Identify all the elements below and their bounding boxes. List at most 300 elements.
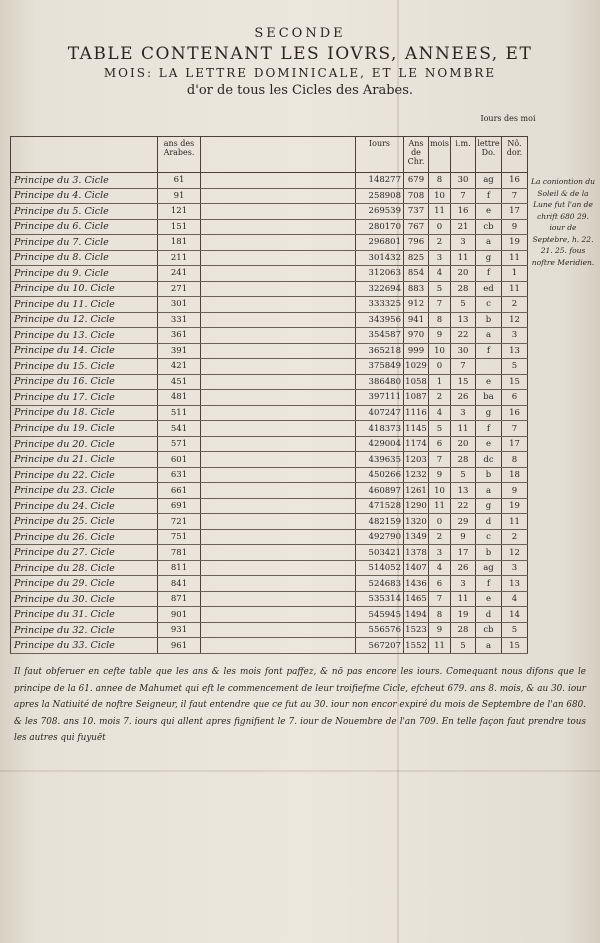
cell-nombre-dor: 11 <box>502 281 528 297</box>
table-header-row <box>11 137 528 173</box>
cell-mois: 4 <box>429 560 451 576</box>
cell-gap <box>201 297 356 313</box>
cell-gap <box>201 312 356 328</box>
cell-ans-chr: 1174 <box>404 436 429 452</box>
row-label: Principe du 14. Cicle <box>11 343 158 359</box>
cell-iours: 365218 <box>356 343 404 359</box>
cell-nombre-dor: 19 <box>502 235 528 251</box>
paper-fold-horizontal <box>0 770 600 772</box>
row-label: Principe du 22. Cicle <box>11 467 158 483</box>
cell-ans-arabes: 121 <box>158 204 201 220</box>
cell-ans-chr: 1232 <box>404 467 429 483</box>
cell-jm: 13 <box>451 483 476 499</box>
cell-nombre-dor: 5 <box>502 622 528 638</box>
cell-ans-chr: 941 <box>404 312 429 328</box>
cell-lettre: ag <box>476 173 502 189</box>
cell-ans-chr: 1290 <box>404 498 429 514</box>
cell-jm: 3 <box>451 235 476 251</box>
cell-ans-arabes: 301 <box>158 297 201 313</box>
cell-ans-arabes: 901 <box>158 607 201 623</box>
cell-ans-chr: 1552 <box>404 638 429 654</box>
cell-iours: 567207 <box>356 638 404 654</box>
cell-mois: 7 <box>429 591 451 607</box>
cell-ans-arabes: 571 <box>158 436 201 452</box>
row-label: Principe du 6. Cicle <box>11 219 158 235</box>
cell-ans-arabes: 271 <box>158 281 201 297</box>
cell-lettre: f <box>476 188 502 204</box>
cell-ans-chr: 796 <box>404 235 429 251</box>
cell-lettre: g <box>476 498 502 514</box>
cell-nombre-dor: 18 <box>502 467 528 483</box>
cell-lettre: d <box>476 607 502 623</box>
explanatory-paragraph: Il faut obferuer en cefte table que les ans & les mois font paffez, & nō pas encore les iours. Comequant nous difons que le principe de la 61. annee de Mahumet qui eft le commencement de leur troifiefme Cicle, efcheut 679. ans 8. mois, & au 30. iour apres la Natiuité de noftre Seigneur, il faut entendre que ce fut au 30. iour non encor expiré du mois de Septembre de l'an 680. & les 708. ans 10. mois 7. iours qui allent apres fignifient le 7. iour de Nouembre de l'an 709. En telle façon faut prendre tous les autres qui fuyuēt <box>14 667 586 743</box>
cell-iours: 471528 <box>356 498 404 514</box>
cell-nombre-dor: 13 <box>502 576 528 592</box>
row-label: Principe du 12. Cicle <box>11 312 158 328</box>
row-label: Principe du 17. Cicle <box>11 390 158 406</box>
cell-jm: 9 <box>451 529 476 545</box>
cell-ans-chr: 1261 <box>404 483 429 499</box>
cell-ans-arabes: 241 <box>158 266 201 282</box>
header-iours: Iours <box>356 137 404 173</box>
table-row <box>11 467 528 483</box>
cell-nombre-dor: 2 <box>502 529 528 545</box>
cell-ans-chr: 1494 <box>404 607 429 623</box>
header-ans-de-chr: Ans de Chr. <box>404 137 429 173</box>
cell-nombre-dor: 17 <box>502 204 528 220</box>
cell-lettre: b <box>476 467 502 483</box>
row-label: Principe du 4. Cicle <box>11 188 158 204</box>
cell-ans-chr: 1058 <box>404 374 429 390</box>
cell-mois: 1 <box>429 374 451 390</box>
cell-gap <box>201 638 356 654</box>
cell-iours: 354587 <box>356 328 404 344</box>
cell-gap <box>201 359 356 375</box>
table-row <box>11 374 528 390</box>
cell-ans-arabes: 871 <box>158 591 201 607</box>
table-row <box>11 560 528 576</box>
cell-iours: 375849 <box>356 359 404 375</box>
cell-iours: 301432 <box>356 250 404 266</box>
cell-ans-arabes: 541 <box>158 421 201 437</box>
cell-nombre-dor: 12 <box>502 312 528 328</box>
cell-nombre-dor: 15 <box>502 374 528 390</box>
cell-jm: 3 <box>451 405 476 421</box>
cell-jm: 19 <box>451 607 476 623</box>
table-row <box>11 591 528 607</box>
cell-ans-chr: 854 <box>404 266 429 282</box>
cell-lettre: a <box>476 328 502 344</box>
cell-gap <box>201 250 356 266</box>
cell-ans-chr: 999 <box>404 343 429 359</box>
row-label: Principe du 10. Cicle <box>11 281 158 297</box>
cell-gap <box>201 498 356 514</box>
cell-ans-arabes: 631 <box>158 467 201 483</box>
table-row <box>11 622 528 638</box>
cell-ans-chr: 1378 <box>404 545 429 561</box>
cell-iours: 148277 <box>356 173 404 189</box>
row-label: Principe du 5. Cicle <box>11 204 158 220</box>
table-row <box>11 250 528 266</box>
cell-ans-arabes: 781 <box>158 545 201 561</box>
cell-lettre: b <box>476 545 502 561</box>
cell-lettre: c <box>476 529 502 545</box>
cell-mois: 8 <box>429 312 451 328</box>
cell-iours: 258908 <box>356 188 404 204</box>
cell-mois: 0 <box>429 359 451 375</box>
header-lettre-do: lettre Do. <box>476 137 502 173</box>
cell-iours: 386480 <box>356 374 404 390</box>
cell-jm: 30 <box>451 173 476 189</box>
heading-subtitle-end: d'or de tous les Cicles des Arabes. <box>186 83 414 98</box>
cell-lettre: f <box>476 421 502 437</box>
cell-nombre-dor: 15 <box>502 638 528 654</box>
cell-lettre: f <box>476 343 502 359</box>
cell-jm: 11 <box>451 421 476 437</box>
cell-gap <box>201 467 356 483</box>
cell-nombre-dor: 17 <box>502 436 528 452</box>
cell-gap <box>201 390 356 406</box>
cell-gap <box>201 514 356 530</box>
cell-jm: 21 <box>451 219 476 235</box>
header-jm: i.m. <box>451 137 476 173</box>
cell-nombre-dor: 5 <box>502 359 528 375</box>
row-label: Principe du 32. Cicle <box>11 622 158 638</box>
cell-gap <box>201 374 356 390</box>
cell-iours: 322694 <box>356 281 404 297</box>
cell-iours: 535314 <box>356 591 404 607</box>
cell-ans-arabes: 601 <box>158 452 201 468</box>
cell-lettre: e <box>476 374 502 390</box>
cell-gap <box>201 173 356 189</box>
row-label: Principe du 33. Cicle <box>11 638 158 654</box>
cell-gap <box>201 204 356 220</box>
row-label: Principe du 18. Cicle <box>11 405 158 421</box>
cell-ans-arabes: 481 <box>158 390 201 406</box>
cell-nombre-dor: 6 <box>502 390 528 406</box>
cell-ans-arabes: 391 <box>158 343 201 359</box>
cell-mois: 5 <box>429 281 451 297</box>
row-label: Principe du 7. Cicle <box>11 235 158 251</box>
cell-jm: 28 <box>451 281 476 297</box>
table-row <box>11 281 528 297</box>
table-row <box>11 204 528 220</box>
cell-gap <box>201 529 356 545</box>
cell-lettre <box>476 359 502 375</box>
cell-iours: 397111 <box>356 390 404 406</box>
cell-iours: 460897 <box>356 483 404 499</box>
cell-ans-chr: 1465 <box>404 591 429 607</box>
cell-mois: 5 <box>429 421 451 437</box>
cell-lettre: cb <box>476 622 502 638</box>
cell-lettre: g <box>476 250 502 266</box>
cell-mois: 8 <box>429 607 451 623</box>
cell-jm: 15 <box>451 374 476 390</box>
cell-lettre: e <box>476 436 502 452</box>
cell-gap <box>201 576 356 592</box>
cell-ans-chr: 1203 <box>404 452 429 468</box>
cell-nombre-dor: 8 <box>502 452 528 468</box>
cell-mois: 6 <box>429 436 451 452</box>
cell-mois: 4 <box>429 266 451 282</box>
row-label: Principe du 8. Cicle <box>11 250 158 266</box>
header-mois: mois <box>429 137 451 173</box>
cell-gap <box>201 219 356 235</box>
cell-lettre: a <box>476 235 502 251</box>
cell-ans-arabes: 811 <box>158 560 201 576</box>
cell-nombre-dor: 16 <box>502 173 528 189</box>
table-row <box>11 545 528 561</box>
cell-mois: 9 <box>429 467 451 483</box>
cell-iours: 524683 <box>356 576 404 592</box>
cell-lettre: d <box>476 514 502 530</box>
row-label: Principe du 15. Cicle <box>11 359 158 375</box>
cell-gap <box>201 545 356 561</box>
row-label: Principe du 3. Cicle <box>11 173 158 189</box>
cell-ans-chr: 970 <box>404 328 429 344</box>
cell-lettre: a <box>476 483 502 499</box>
cell-mois: 7 <box>429 452 451 468</box>
cell-mois: 10 <box>429 188 451 204</box>
table-row <box>11 266 528 282</box>
cell-nombre-dor: 19 <box>502 498 528 514</box>
cell-mois: 11 <box>429 638 451 654</box>
heading-subtitle: MOIS: LA LETTRE DOMINICALE, ET LE NOMBRE <box>103 66 497 80</box>
cell-gap <box>201 622 356 638</box>
cell-ans-arabes: 151 <box>158 219 201 235</box>
row-label: Principe du 23. Cicle <box>11 483 158 499</box>
cell-nombre-dor: 14 <box>502 607 528 623</box>
cell-jm: 16 <box>451 204 476 220</box>
cell-lettre: a <box>476 638 502 654</box>
cell-jm: 5 <box>451 467 476 483</box>
cell-nombre-dor: 3 <box>502 560 528 576</box>
cell-ans-arabes: 451 <box>158 374 201 390</box>
cell-gap <box>201 235 356 251</box>
cell-lettre: cb <box>476 219 502 235</box>
cell-nombre-dor: 16 <box>502 405 528 421</box>
table-row <box>11 219 528 235</box>
cell-lettre: f <box>476 576 502 592</box>
cell-gap <box>201 343 356 359</box>
cell-iours: 269539 <box>356 204 404 220</box>
cell-jm: 20 <box>451 436 476 452</box>
cell-gap <box>201 266 356 282</box>
table-row <box>11 452 528 468</box>
cell-iours: 280170 <box>356 219 404 235</box>
cycles-table <box>10 136 528 654</box>
cell-jm: 20 <box>451 266 476 282</box>
cell-ans-arabes: 661 <box>158 483 201 499</box>
cell-lettre: dc <box>476 452 502 468</box>
cell-jm: 7 <box>451 188 476 204</box>
cell-ans-chr: 737 <box>404 204 429 220</box>
table-row <box>11 498 528 514</box>
cell-gap <box>201 421 356 437</box>
cell-ans-arabes: 181 <box>158 235 201 251</box>
cell-lettre: e <box>476 204 502 220</box>
cell-mois: 2 <box>429 390 451 406</box>
cell-gap <box>201 452 356 468</box>
cell-gap <box>201 591 356 607</box>
cell-nombre-dor: 9 <box>502 483 528 499</box>
cell-mois: 0 <box>429 514 451 530</box>
cell-ans-arabes: 211 <box>158 250 201 266</box>
cell-ans-chr: 679 <box>404 173 429 189</box>
cell-mois: 4 <box>429 405 451 421</box>
row-label: Principe du 9. Cicle <box>11 266 158 282</box>
cell-ans-chr: 1320 <box>404 514 429 530</box>
row-label: Principe du 21. Cicle <box>11 452 158 468</box>
table-row <box>11 328 528 344</box>
cell-nombre-dor: 11 <box>502 514 528 530</box>
cell-gap <box>201 607 356 623</box>
cell-ans-chr: 1407 <box>404 560 429 576</box>
cell-ans-chr: 1349 <box>404 529 429 545</box>
cell-gap <box>201 188 356 204</box>
cell-jm: 13 <box>451 312 476 328</box>
row-label: Principe du 19. Cicle <box>11 421 158 437</box>
cell-nombre-dor: 7 <box>502 421 528 437</box>
table-row <box>11 297 528 313</box>
cell-ans-chr: 1116 <box>404 405 429 421</box>
cell-jm: 3 <box>451 576 476 592</box>
cell-mois: 11 <box>429 204 451 220</box>
cell-gap <box>201 560 356 576</box>
cell-nombre-dor: 13 <box>502 343 528 359</box>
cell-jm: 7 <box>451 359 476 375</box>
cell-ans-arabes: 841 <box>158 576 201 592</box>
cell-ans-arabes: 961 <box>158 638 201 654</box>
cell-jm: 26 <box>451 390 476 406</box>
cell-ans-chr: 1523 <box>404 622 429 638</box>
cell-gap <box>201 436 356 452</box>
cell-iours: 514052 <box>356 560 404 576</box>
cell-ans-chr: 1029 <box>404 359 429 375</box>
cell-nombre-dor: 9 <box>502 219 528 235</box>
table-row <box>11 638 528 654</box>
cell-iours: 556576 <box>356 622 404 638</box>
cell-ans-arabes: 511 <box>158 405 201 421</box>
table-row <box>11 514 528 530</box>
cell-jm: 11 <box>451 591 476 607</box>
cell-mois: 3 <box>429 545 451 561</box>
table-body <box>11 173 528 654</box>
row-label: Principe du 24. Cicle <box>11 498 158 514</box>
cell-ans-arabes: 421 <box>158 359 201 375</box>
cell-iours: 296801 <box>356 235 404 251</box>
table-row <box>11 576 528 592</box>
cell-ans-arabes: 61 <box>158 173 201 189</box>
cell-nombre-dor: 7 <box>502 188 528 204</box>
row-label: Principe du 11. Cicle <box>11 297 158 313</box>
cell-ans-arabes: 361 <box>158 328 201 344</box>
cell-jm: 28 <box>451 622 476 638</box>
cell-lettre: e <box>476 591 502 607</box>
cell-nombre-dor: 4 <box>502 591 528 607</box>
row-label: Principe du 16. Cicle <box>11 374 158 390</box>
cell-ans-chr: 1145 <box>404 421 429 437</box>
cell-mois: 0 <box>429 219 451 235</box>
cell-jm: 22 <box>451 328 476 344</box>
cell-ans-arabes: 91 <box>158 188 201 204</box>
cell-jm: 30 <box>451 343 476 359</box>
table-row <box>11 235 528 251</box>
cell-jm: 5 <box>451 297 476 313</box>
cell-ans-arabes: 931 <box>158 622 201 638</box>
header-ans-des-arabes: ans des Arabes. <box>158 137 201 173</box>
cell-jm: 5 <box>451 638 476 654</box>
table-row <box>11 405 528 421</box>
table-row <box>11 188 528 204</box>
cell-lettre: ag <box>476 560 502 576</box>
cell-nombre-dor: 1 <box>502 266 528 282</box>
cell-mois: 2 <box>429 529 451 545</box>
cell-mois: 9 <box>429 328 451 344</box>
cell-iours: 545945 <box>356 607 404 623</box>
cell-iours: 450266 <box>356 467 404 483</box>
cell-mois: 8 <box>429 173 451 189</box>
cell-mois: 6 <box>429 576 451 592</box>
row-label: Principe du 31. Cicle <box>11 607 158 623</box>
cell-mois: 10 <box>429 343 451 359</box>
row-label: Principe du 20. Cicle <box>11 436 158 452</box>
cell-mois: 10 <box>429 483 451 499</box>
cell-iours: 439635 <box>356 452 404 468</box>
cell-iours: 343956 <box>356 312 404 328</box>
table-row <box>11 529 528 545</box>
row-label: Principe du 30. Cicle <box>11 591 158 607</box>
header-nombre-dor: Nô. dor. <box>502 137 528 173</box>
cell-ans-chr: 1087 <box>404 390 429 406</box>
cell-ans-chr: 825 <box>404 250 429 266</box>
cell-ans-arabes: 751 <box>158 529 201 545</box>
cell-lettre: f <box>476 266 502 282</box>
cell-jm: 17 <box>451 545 476 561</box>
cell-iours: 492790 <box>356 529 404 545</box>
heading-title: TABLE CONTENANT LES IOVRS, ANNEES, ET <box>67 44 533 64</box>
row-label: Principe du 29. Cicle <box>11 576 158 592</box>
cell-jm: 26 <box>451 560 476 576</box>
cell-iours: 312063 <box>356 266 404 282</box>
cell-gap <box>201 328 356 344</box>
cell-ans-chr: 708 <box>404 188 429 204</box>
row-label: Principe du 13. Cicle <box>11 328 158 344</box>
header-gap <box>201 137 356 173</box>
cell-jm: 11 <box>451 250 476 266</box>
cell-mois: 11 <box>429 498 451 514</box>
cell-iours: 482159 <box>356 514 404 530</box>
cell-ans-arabes: 691 <box>158 498 201 514</box>
cell-mois: 7 <box>429 297 451 313</box>
header-label <box>11 137 158 173</box>
header-iours-des-mois: Iours des moi <box>480 114 536 123</box>
cell-mois: 3 <box>429 250 451 266</box>
table-row <box>11 607 528 623</box>
cell-ans-arabes: 331 <box>158 312 201 328</box>
table-row <box>11 483 528 499</box>
cell-lettre: c <box>476 297 502 313</box>
cell-mois: 2 <box>429 235 451 251</box>
table-row <box>11 343 528 359</box>
cell-nombre-dor: 12 <box>502 545 528 561</box>
cell-iours: 333325 <box>356 297 404 313</box>
side-note-conjonction: La coniontion du Soleil & de la Lune fut l'an de chrift 680 29. iour de Septebre, h. 22. 21. 25. fous noftre Meridien. <box>531 177 595 267</box>
cell-ans-chr: 883 <box>404 281 429 297</box>
row-label: Principe du 27. Cicle <box>11 545 158 561</box>
table-row <box>11 390 528 406</box>
table-row <box>11 359 528 375</box>
